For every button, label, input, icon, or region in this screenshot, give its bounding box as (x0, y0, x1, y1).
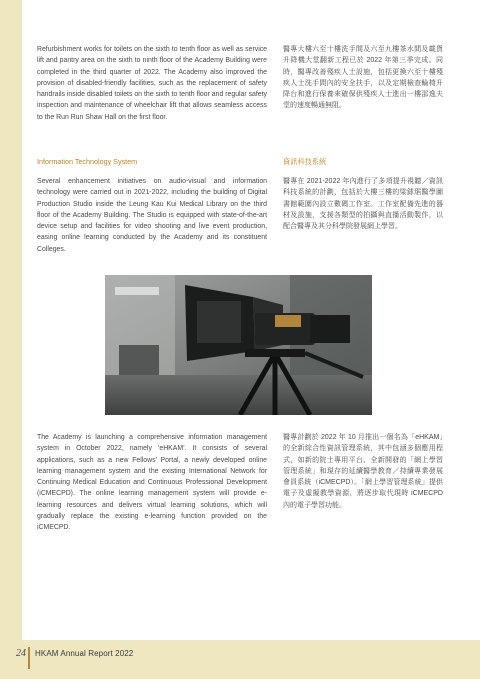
refurbishment-paragraph-zh: 醫專大樓六至十樓洗手間及六至九樓茶水間及載貨升降機大堂翻新工程已於 2022 年第三季完成。同時，醫專改善殘疾人士設施，包括更換六至十樓殘疾人士洗手間內的安全扶手，以及定期檢查輪椅升降台和進行保養來確保供殘疾人士進出一樓邵逸夫堂的速度暢通無阻。 (283, 46, 443, 110)
it-heading-en: Information Technology System (37, 157, 138, 166)
ehkam-paragraph-zh: 醫專計劃於 2022 年 10 月推出一個名為「eHKAM」的全新綜合性資訊管理系統，其中包涵多個應用程式，如新的院士專用平台、全新開發的「網上學習管理系統」和現存的延續醫學教育／持續專業發展會員系統（iCMECPD）。「網上學習管理系統」提供電子及虛擬教學資源，將逐步取代現時 iCMECPD 內的電子學習功能。 (283, 434, 443, 509)
it-heading-zh: 資訊科技系統 (283, 157, 327, 166)
footer-divider (28, 647, 30, 669)
footer-band (0, 640, 480, 679)
refurbishment-paragraph-en: Refurbishment works for toilets on the sixth to tenth floor as well as service lift and pantry area on the sixth to ninth floor of the Academy Building were completed in the third quarter of 2022. The Academy also improved the provision of disabled-friendly facilities, such as the replacement of safety handrails inside disabled toilets on the sixth to tenth floor and regular safety inspection and maintenance of wheelchair lift that allows seamless access to the Run Run Shaw Hall on the first floor. (37, 46, 267, 121)
page-number: 24 (16, 648, 26, 659)
left-decorative-band (0, 0, 22, 640)
it-paragraph-en: Several enhancement initiatives on audio-visual and information technology were carried out in 2021-2022, including the building of Digital Production Studio inside the Leung Kau Kui Medical Library on the third floor of the Academy Building. The Studio is equipped with state-of-the-art device setup and facilities for video shooting and live event production, easing online learning conducted by the Academy and its constituent Colleges. (37, 178, 267, 253)
it-paragraph-zh: 醫專在 2021-2022 年內進行了多項提升視聽／資訊科技系統的計劃，包括於大樓三樓的梁銶琚醫學圖書館範圍內設立數碼工作室。工作室配備先進的器材及設施，支援各類型的拍攝與直播活動製作，以配合醫專及其分科學院發展網上學習。 (283, 178, 443, 231)
ehkam-paragraph-en: The Academy is launching a comprehensive information management system in October 2022, namely ‘eHKAM’. It consists of several applications, such as a new Fellows’ Portal, a newly developed online learning management system and the existing International Network for Continuing Medical Education and Continuous Professional Development (iCMECPD). The online learning management system will provide e-learning resources and delivers virtual learning solutions, which will gradually replace the existing e-learning function provided on the iCMECPD. (37, 434, 267, 532)
studio-photo (105, 275, 372, 415)
report-title: HKAM Annual Report 2022 (35, 649, 134, 658)
